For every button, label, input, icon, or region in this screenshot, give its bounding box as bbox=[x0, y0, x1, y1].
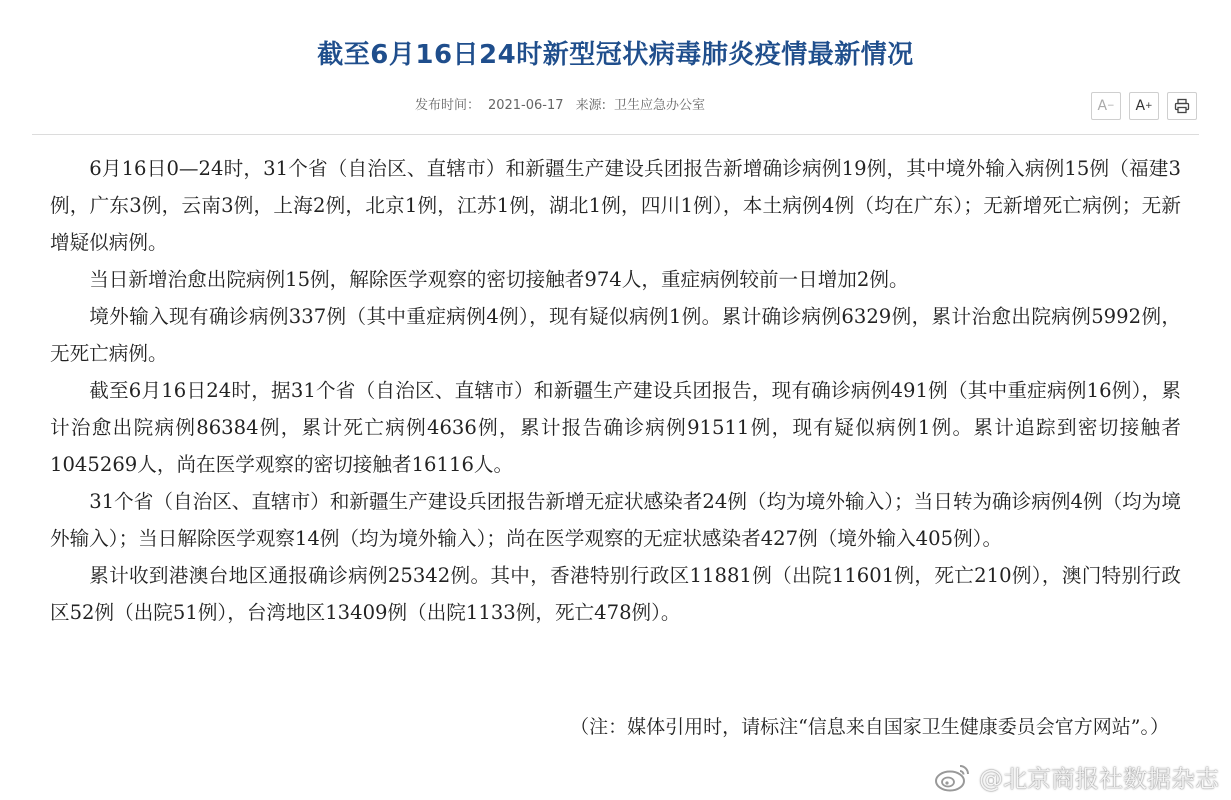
font-larger-label: A bbox=[1135, 98, 1146, 114]
watermark bbox=[933, 759, 1219, 794]
citation-note: （注：媒体引用时，请标注“信息来自国家卫生健康委员会官方网站”。） bbox=[570, 716, 1169, 738]
article-body bbox=[50, 150, 1181, 631]
font-smaller-button[interactable]: A − bbox=[1091, 92, 1121, 120]
paragraph: 6月16日0—24时，31个省（自治区、直辖市）和新疆生产建设兵团报告新增确诊病例19例，其中境外输入病例15例（福建3例，广东3例，云南3例，上海2例，北京1例，江苏1例，湖北1例，四川1例），本土病例4例（均在广东）；无新增死亡病例；无新增疑似病例。 bbox=[50, 157, 1181, 254]
source-label: 来源: bbox=[575, 98, 607, 113]
header-divider bbox=[32, 134, 1199, 135]
print-button[interactable] bbox=[1167, 92, 1197, 120]
weibo-icon bbox=[933, 761, 973, 793]
paragraph: 截至6月16日24时，据31个省（自治区、直辖市）和新疆生产建设兵团报告，现有确诊病例491例（其中重症病例16例），累计治愈出院病例86384例，累计死亡病例4636例，累计报告确诊病例91511例，现有疑似病例1例。累计追踪到密切接触者1045269人，尚在医学观察的密切接触者16116人。 bbox=[50, 379, 1181, 476]
paragraph: 境外输入现有确诊病例337例（其中重症病例4例），现有疑似病例1例。累计确诊病例6329例，累计治愈出院病例5992例，无死亡病例。 bbox=[50, 305, 1181, 365]
paragraph: 当日新增治愈出院病例15例，解除医学观察的密切接触者974人，重症病例较前一日增加2例。 bbox=[89, 268, 909, 291]
paragraph: 累计收到港澳台地区通报确诊病例25342例。其中，香港特别行政区11881例（出院11601例，死亡210例），澳门特别行政区52例（出院51例），台湾地区13409例（出院1133例，死亡478例）。 bbox=[50, 564, 1181, 624]
publish-label: 发布时间： bbox=[414, 98, 480, 113]
source-name: 卫生应急办公室 bbox=[614, 98, 706, 113]
font-larger-button[interactable]: A + bbox=[1129, 92, 1159, 120]
font-smaller-label: A bbox=[1097, 98, 1108, 114]
article-title: 截至6月16日24时新型冠状病毒肺炎疫情最新情况 bbox=[317, 40, 914, 70]
publish-date: 2021-06-17 bbox=[487, 98, 564, 113]
article-meta bbox=[0, 94, 1120, 113]
watermark-text: @北京商报社数据杂志 bbox=[979, 765, 1219, 793]
article-toolbar bbox=[1091, 92, 1197, 120]
printer-icon bbox=[1174, 98, 1190, 114]
paragraph: 31个省（自治区、直辖市）和新疆生产建设兵团报告新增无症状感染者24例（均为境外输入）；当日转为确诊病例4例（均为境外输入）；当日解除医学观察14例（均为境外输入）；尚在医学观察的无症状感染者427例（境外输入405例）。 bbox=[50, 490, 1181, 550]
